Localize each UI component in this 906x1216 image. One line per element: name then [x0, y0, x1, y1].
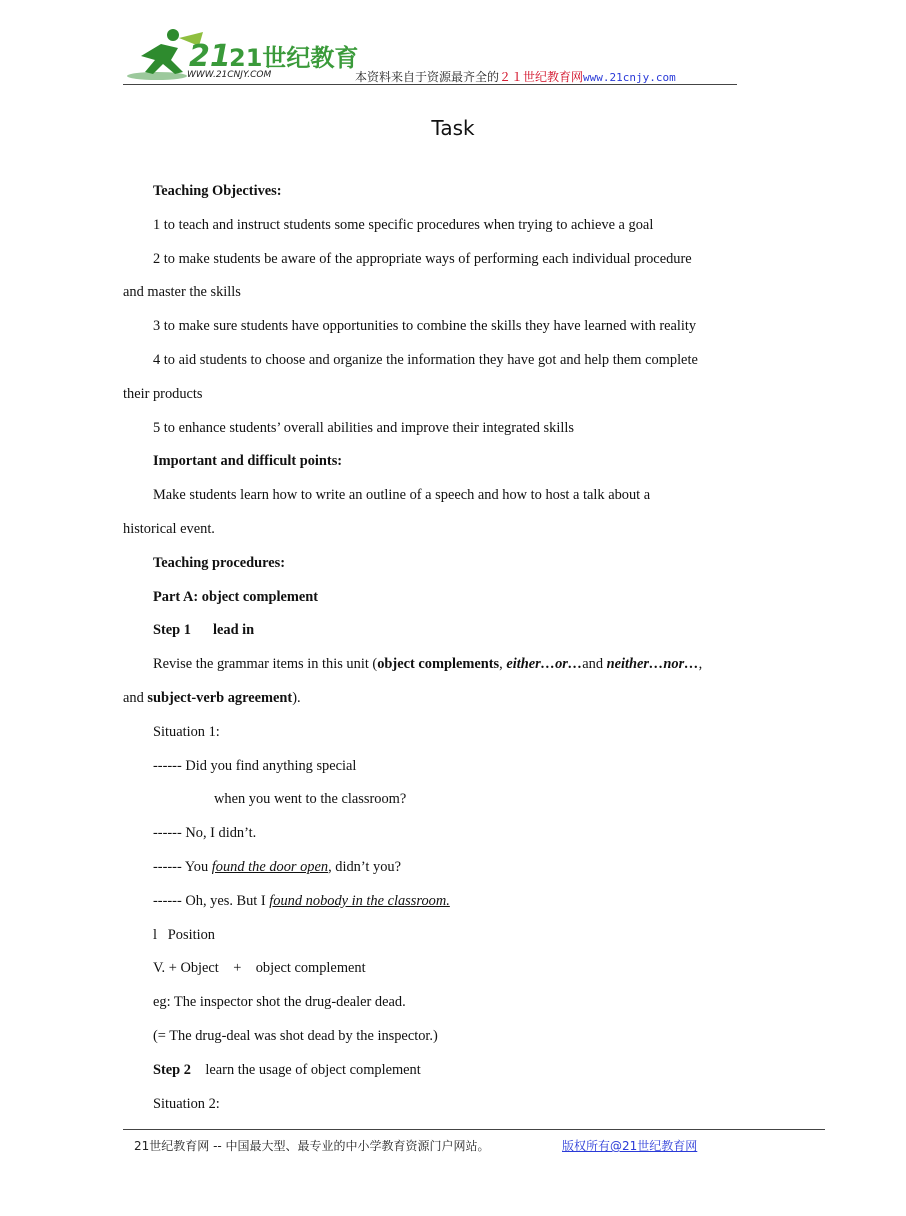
situation1-label: Situation 1: — [153, 723, 220, 740]
objective-item-continued: their products — [123, 385, 203, 402]
step1-text: lead in — [212, 622, 255, 639]
logo-url-text: WWW.21CNJY.COM — [187, 70, 272, 80]
objective-item: 5 to enhance students’ overall abilities and improve their integrated skills — [153, 419, 574, 436]
situation2-label: Situation 2: — [153, 1095, 220, 1112]
formula-line: V. + Object + object complement — [153, 960, 366, 977]
term-subject-verb-agreement: subject-verb agreement — [147, 689, 293, 706]
underlined-phrase: found nobody in the classroom. — [269, 892, 450, 909]
step1-label: Step 1 — [153, 622, 191, 639]
term-object-complements: object complements — [377, 656, 500, 673]
document-body — [123, 175, 731, 1121]
objectives-heading: Teaching Objectives: — [153, 183, 282, 199]
part-a-heading: Part A: object complement — [153, 588, 319, 605]
site-logo[interactable] — [123, 26, 359, 82]
example-line: eg: The inspector shot the drug-dealer dead. — [153, 994, 406, 1011]
points-text: Make students learn how to write an outline of a speech and how to host a talk about a — [153, 487, 651, 504]
step1-heading — [123, 614, 731, 648]
header-divider — [123, 84, 737, 85]
step2-heading — [123, 1054, 731, 1088]
procedures-heading: Teaching procedures: — [153, 554, 286, 571]
svg-text:21: 21 — [189, 39, 231, 74]
page-header — [123, 26, 737, 86]
dialog-line: ------ You found the door open, didn’t you? — [153, 858, 401, 875]
position-item — [123, 919, 731, 953]
step2-label: Step 2 — [153, 1061, 191, 1078]
example-note: (= The drug-deal was shot dead by the inspector.) — [153, 1027, 438, 1044]
logo-main-text: 21世纪教育 — [229, 44, 359, 72]
term-either-or: either…or… — [506, 656, 583, 673]
revise-paragraph-continued: and subject-verb agreement). — [123, 689, 301, 706]
footer-divider — [123, 1129, 825, 1130]
term-neither-nor: neither…nor… — [606, 656, 699, 673]
dialog-line: ------ No, I didn’t. — [153, 825, 257, 842]
header-site-link[interactable]: ２１世纪教育网 — [499, 70, 584, 84]
header-note — [355, 68, 676, 85]
position-label: Position — [167, 926, 215, 943]
header-url-link[interactable]: www.21cnjy.com — [583, 71, 676, 84]
bullet-marker: l — [153, 926, 157, 943]
revise-paragraph: Revise the grammar items in this unit (object complements, either…or…and neither…nor…, — [153, 656, 703, 673]
step2-text: learn the usage of object complement — [205, 1061, 421, 1078]
dialog-line: ------ Did you find anything special — [153, 757, 357, 774]
objective-item: 4 to aid students to choose and organize the information they have got and help them complete — [153, 351, 698, 368]
runner-logo-icon — [123, 26, 359, 82]
objective-item: 3 to make sure students have opportunities to combine the skills they have learned with reality — [153, 318, 697, 335]
objective-item: 1 to teach and instruct students some specific procedures when trying to achieve a goal — [153, 216, 654, 233]
dialog-line: ------ Oh, yes. But I found nobody in the classroom. — [153, 892, 450, 909]
points-text-continued: historical event. — [123, 520, 215, 537]
footer-copyright-link[interactable]: 版权所有@21世纪教育网 — [562, 1139, 698, 1153]
dialog-line-continued: when you went to the classroom? — [214, 791, 407, 808]
footer-text: 21世纪教育网 -- 中国最大型、最专业的中小学教育资源门户网站。 — [134, 1139, 490, 1153]
points-heading: Important and difficult points: — [153, 453, 343, 470]
page-title: Task — [431, 116, 475, 140]
objective-item-continued: and master the skills — [123, 284, 241, 301]
underlined-phrase: found the door open — [211, 858, 329, 875]
header-note-prefix: 本资料来自于资源最齐全的 — [355, 70, 500, 84]
objective-item: 2 to make students be aware of the appropriate ways of performing each individual procedure — [153, 250, 692, 267]
